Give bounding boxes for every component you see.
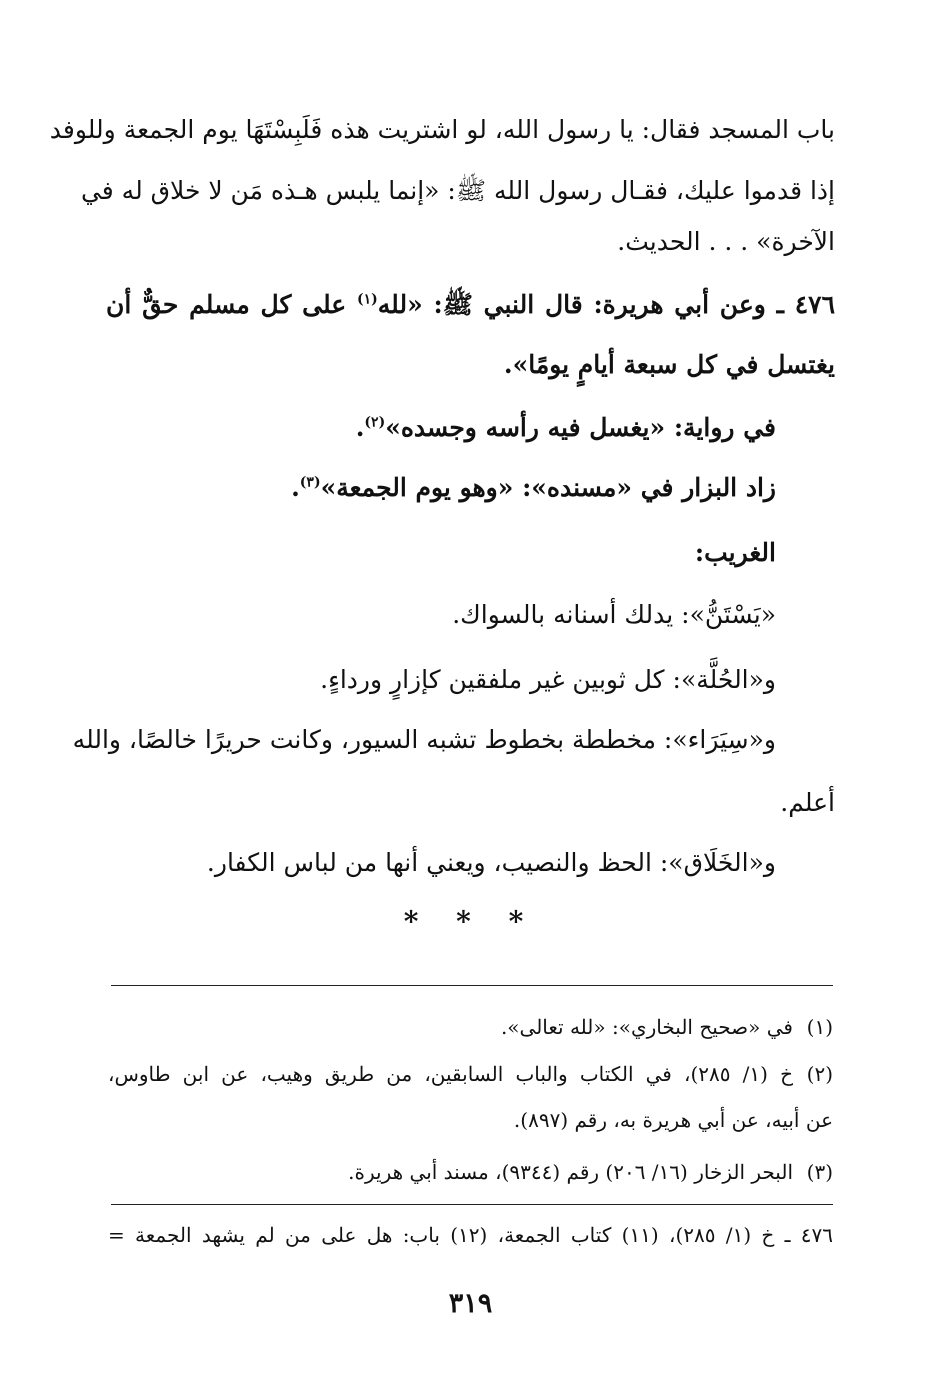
gharib-entry-siyara: و«سِيَرَاء»: مخططة بخطوط تشبه السيور، وكانت حريرًا خالصًا، والله [72, 725, 776, 754]
footnote-2-continuation: عن أبيه، عن أبي هريرة به، رقم (٨٩٧). [513, 1108, 833, 1132]
gharib-heading: الغريب: [694, 538, 776, 567]
takhrij-line: ٤٧٦ ـ خ (١/ ٢٨٥)، (١١) كتاب الجمعة، (١٢) باب: هل على من لم يشهد الجمعة = [108, 1223, 834, 1247]
hadith-476-line-2: يغتسل في كل سبعة أيامٍ يومًا». [503, 350, 835, 379]
section-separator-stars: * * * [403, 905, 538, 938]
footnote-1-text: في «صحيح البخاري»: «لله تعالى». [500, 1015, 793, 1039]
page-number: ٣١٩ [448, 1288, 493, 1319]
bazzar-line [291, 470, 776, 506]
body-line-1: باب المسجد فقال: يا رسول الله، لو اشتريت هذه فَلَبِسْتَهَا يوم الجمعة وللوفد [49, 115, 835, 144]
body-line-3: الآخرة» . . . الحديث. [617, 227, 835, 256]
bazzar-text: زاد البزار في «مسنده»: «وهو يوم الجمعة» [320, 473, 776, 502]
gharib-entry-hulla: و«الحُلَّة»: كل ثوبين غير ملفقين كإزارٍ ورداءٍ. [320, 665, 776, 694]
gharib-entry-yastann: «يَسْتَنُّ»: يدلك أسنانه بالسواك. [452, 600, 776, 629]
footnote-ref-3: (٣) [299, 474, 321, 491]
bazzar-end: . [291, 473, 300, 502]
footnote-2-number: (٢) [806, 1062, 833, 1086]
footnote-3-number: (٣) [806, 1160, 833, 1184]
takhrij-rule [111, 1204, 833, 1205]
gharib-entry-khalaq: و«الخَلَاق»: الحظ والنصيب، ويعني أنها من لباس الكفار. [206, 848, 776, 877]
riwaya-text: في رواية: «يغسل فيه رأسه وجسده» [385, 413, 776, 442]
footnote-ref-2: (٢) [364, 414, 386, 431]
footnote-rule [111, 985, 833, 986]
footnote-3-text: البحر الزخار (١٦/ ٢٠٦) رقم (٩٣٤٤)، مسند أبي هريرة. [348, 1160, 793, 1184]
footnote-1-number: (١) [806, 1015, 833, 1039]
hadith-476-text-rest: على كل مسلم حقٌّ أن [106, 290, 357, 319]
footnote-3 [348, 1157, 833, 1187]
hadith-476-text: ٤٧٦ ـ وعن أبي هريرة: قال النبي ﷺ: «لله [377, 290, 836, 319]
hadith-476-line-1 [106, 287, 835, 323]
footnote-2 [108, 1059, 833, 1089]
riwaya-end: . [355, 413, 365, 442]
gharib-entry-siyara-end: أعلم. [780, 788, 835, 817]
footnote-ref-1: (١) [356, 291, 378, 308]
footnote-2-text-1: خ (١/ ٢٨٥)، في الكتاب والباب السابقين، من طريق وهيب، عن ابن طاوس، [108, 1062, 793, 1086]
riwaya-line [356, 410, 776, 446]
footnote-1 [501, 1012, 833, 1042]
body-line-2: إذا قدموا عليك، فقـال رسول الله ﷺ: «إنما يلبس هـذه مَن لا خلاق له في [80, 176, 835, 205]
